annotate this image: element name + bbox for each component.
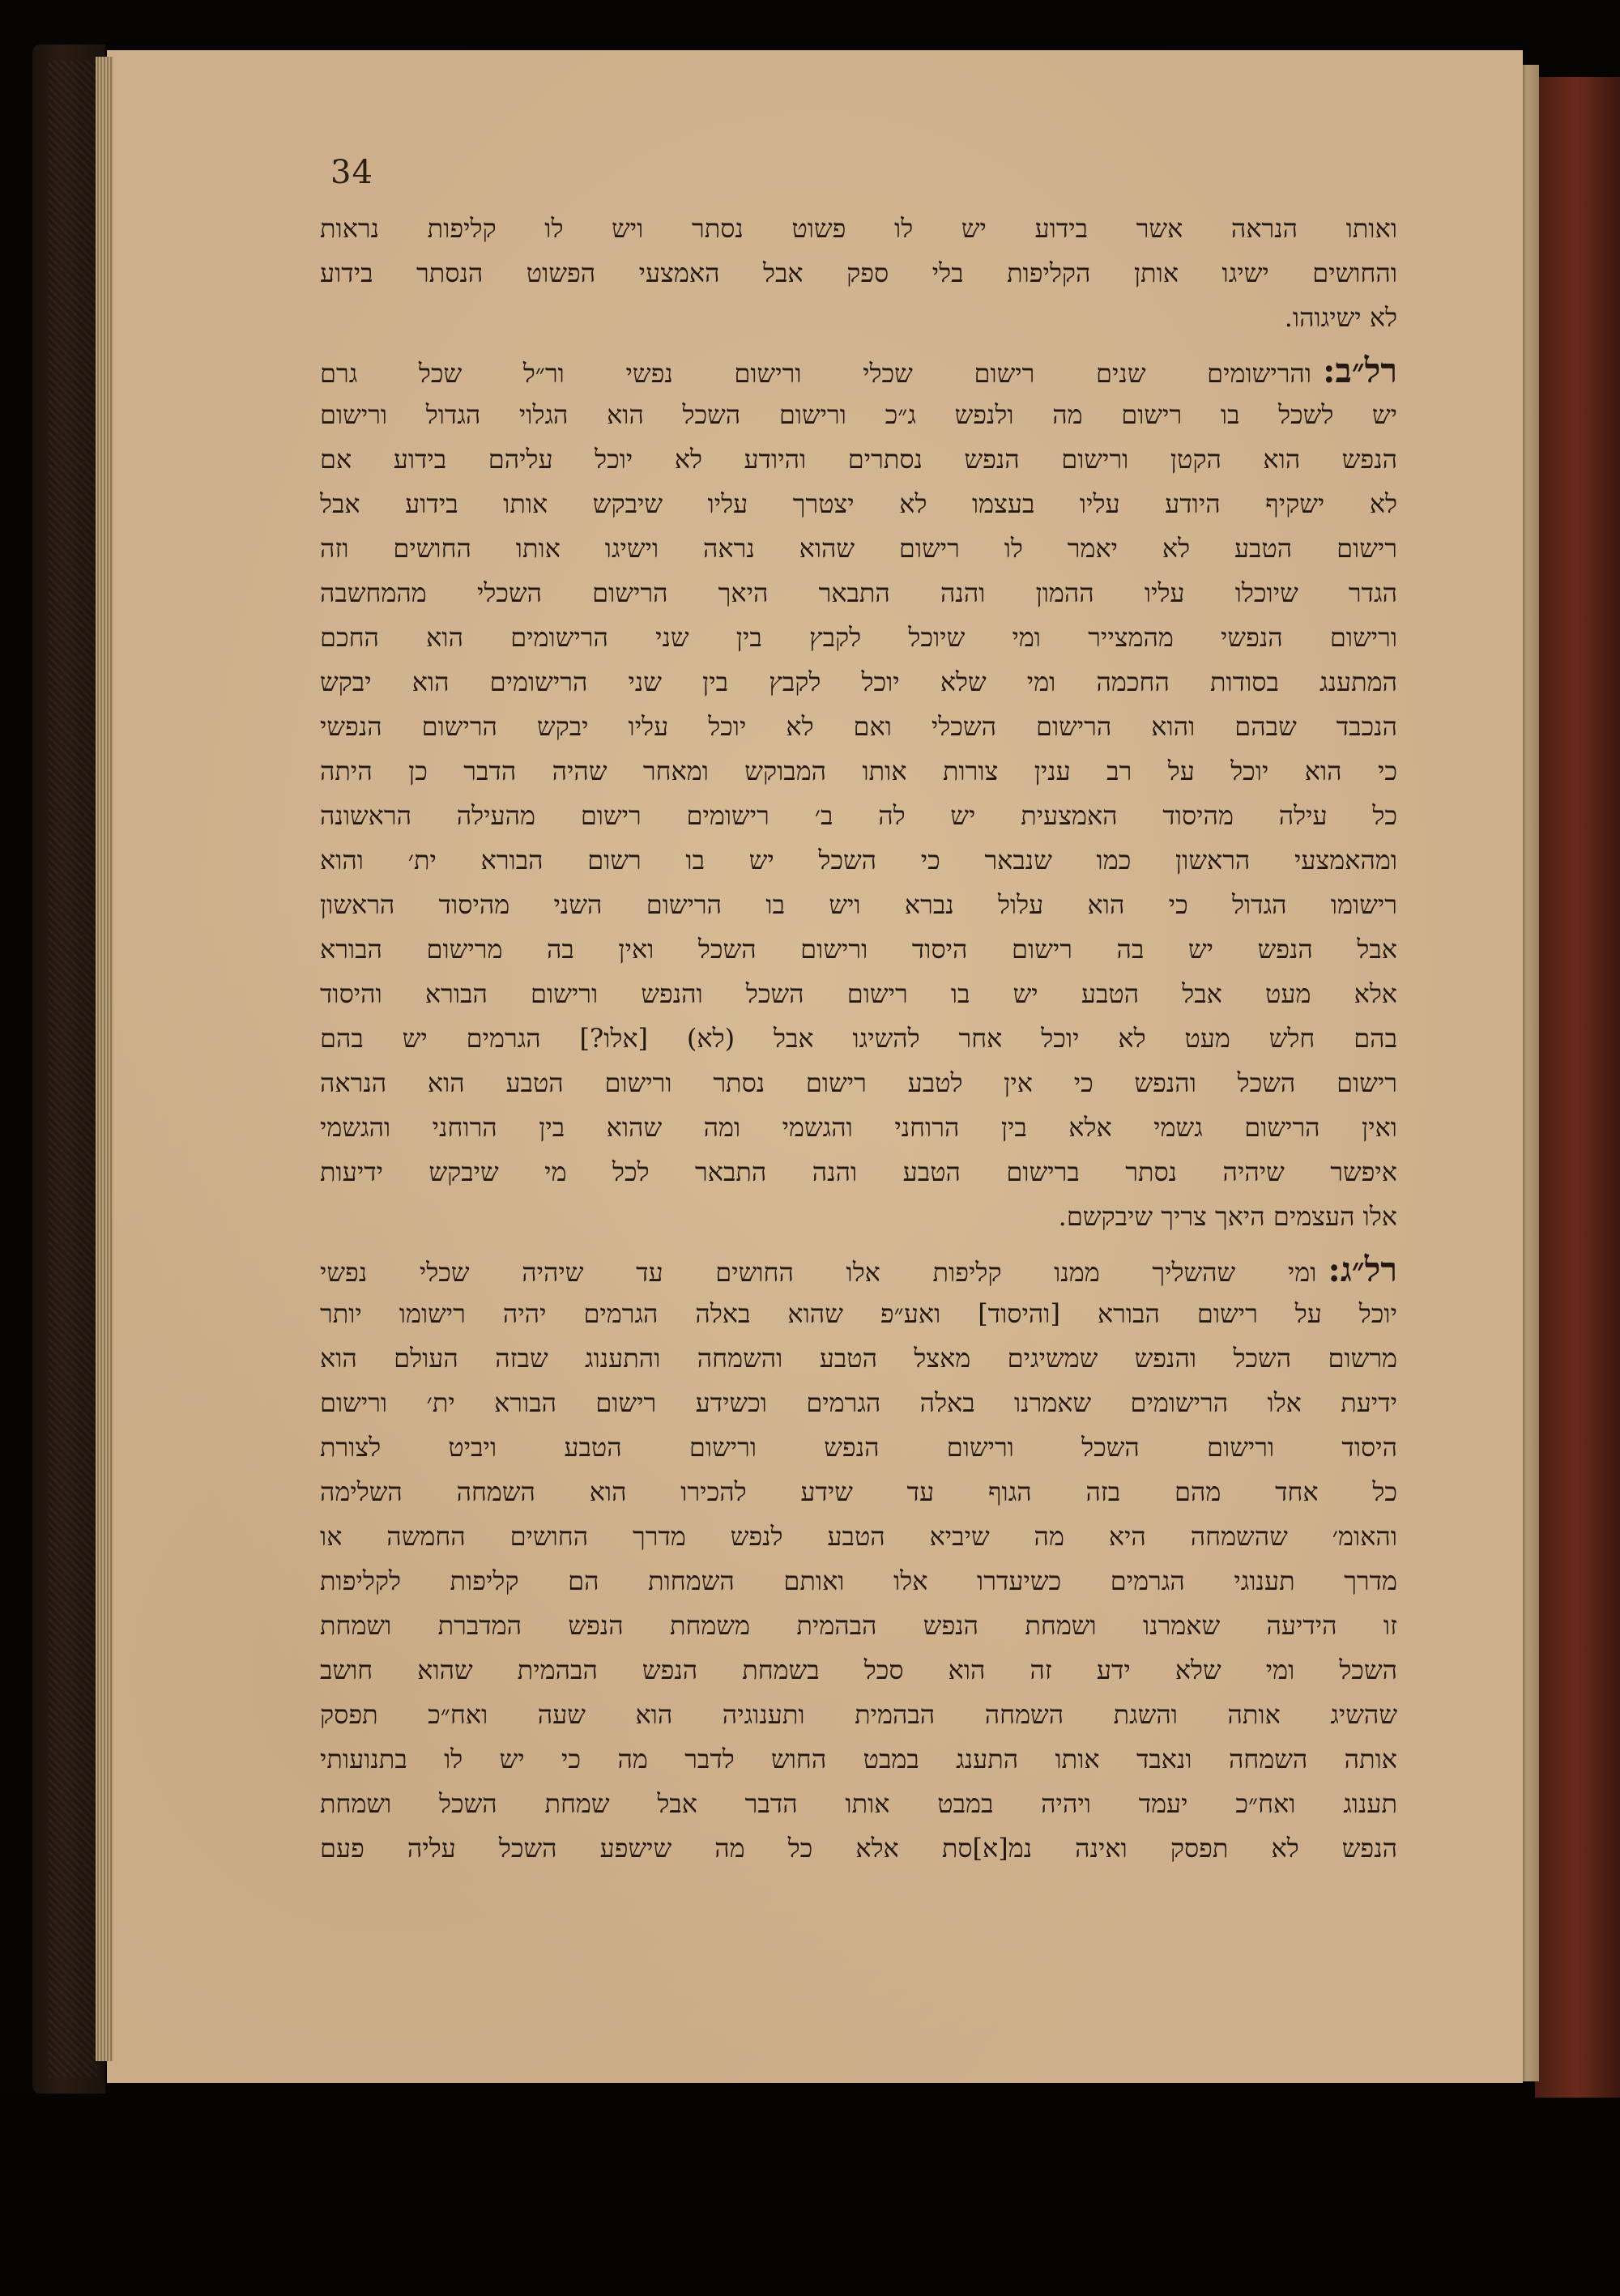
text-line: השכל ומי שלא ידע זה הוא סכל בשמחת הנפש הבהמית שהוא חושב <box>320 1655 1397 1685</box>
text-line: ואותו הנראה אשר בידוע יש לו פשוט נסתר ויש לו קליפות נראות <box>320 213 1397 244</box>
text-line: ומי שהשליך ממנו קליפות אלו החושים עד שיהיה שכלי נפשי <box>320 1257 1317 1288</box>
page-edge-right <box>1521 65 1539 2081</box>
text-line: ידיעת אלו הרישומים שאמרנו באלה הגרמים וכשידע רישום הבורא ית׳ ורישום <box>320 1387 1397 1418</box>
text-line: רישום הטבע לא יאמר לו רישום שהוא נראה וישיגו אותו החושים וזה <box>320 533 1397 564</box>
text-line: הנפש לא תפסק ואינה נמ[א]סת אלא כל מה שישפע השכל עליה פעם <box>320 1833 1397 1864</box>
text-line-with-section-mark <box>320 348 1397 393</box>
text-line: הנפש הוא הקטן ורישום הנפש נסתרים והיודע לא יוכל עליהם בידוע אם <box>320 444 1397 475</box>
text-line: בהם חלש מעט לא יוכל אחר להשיגו אבל (לא) [אלו?] הגרמים יש בהם <box>320 1023 1397 1054</box>
section-mark: רל״ב: <box>1323 351 1397 390</box>
text-line: אלא מעט אבל הטבע יש בו רישום השכל והנפש ורישום הבורא והיסוד <box>320 978 1397 1009</box>
text-line: תענוג ואח״כ יעמד ויהיה במבט אותו הדבר אבל שמחת השכל ושמחת <box>320 1788 1397 1819</box>
text-line: והרישומים שנים רישום שכלי ורישום נפשי ור״ל שכל גרם <box>320 358 1312 389</box>
text-line: המתענג בסודות החכמה ומי שלא יוכל לקבץ בין שני הרישומים הוא יבקש <box>320 667 1397 697</box>
text-line: ואין הרישום גשמי אלא בין הרוחני והגשמי ומה שהוא בין הרוחני והגשמי <box>320 1112 1397 1143</box>
body-text <box>320 207 1397 1871</box>
page-number: 34 <box>330 154 373 191</box>
text-line: מרשום השכל והנפש שמשיגים מאצל הטבע והשמחה והתענוג שבזה העולם הוא <box>320 1343 1397 1374</box>
book-cover-left <box>32 45 105 2094</box>
text-line: והאומ׳ שהשמחה היא מה שיביא הטבע לנפש מדרך החושים החמשה או <box>320 1521 1397 1552</box>
section-mark: רל״ג: <box>1328 1250 1397 1289</box>
text-line: שהשיג אותה והשגת השמחה הבהמית ותענוגיה הוא שעה ואח״כ תפסק <box>320 1699 1397 1730</box>
text-line: רישומו הגדול כי הוא עלול נברא ויש בו הרישום השני מהיסוד הראשון <box>320 889 1397 920</box>
text-line: הנכבד שבהם והוא הרישום השכלי ואם לא יוכל עליו יבקש הרישום הנפשי <box>320 711 1397 742</box>
text-line: כי הוא יוכל על רב ענין צורות אותו המבוקש ומאחר שהיה הדבר כן היתה <box>320 756 1397 786</box>
text-line: לא ישיגוהו. <box>1284 302 1397 333</box>
text-line: איפשר שיהיה נסתר ברישום הטבע והנה התבאר לכל מי שיבקש ידיעות <box>320 1157 1397 1187</box>
text-line: מדרך תענוגי הגרמים כשיעדרו אלו ואותם השמחות הם קליפות לקליפות <box>320 1565 1397 1596</box>
text-line: כל עילה מהיסוד האמצעית יש לה ב׳ רישומים רישום מהעילה הראשונה <box>320 800 1397 831</box>
text-line-with-section-mark <box>320 1247 1397 1292</box>
text-line: זו הידיעה שאמרנו ושמחת הנפש הבהמית משמחת הנפש המדברת ושמחת <box>320 1610 1397 1641</box>
text-line: ומהאמצעי הראשון כמו שנבאר כי השכל יש בו רשום הבורא ית׳ והוא <box>320 845 1397 875</box>
text-line: אלו העצמים היאך צריך שיבקשם. <box>1058 1201 1397 1232</box>
text-line: יש לשכל בו רישום מה ולנפש ג״כ ורישום השכל הוא הגלוי הגדול ורישום <box>320 399 1397 430</box>
scan-bottom-shadow <box>0 2098 1620 2296</box>
text-line: כל אחד מהם בזה הגוף עד שידע להכירו הוא השמחה השלימה <box>320 1476 1397 1507</box>
text-line: אבל הנפש יש בה רישום היסוד ורישום השכל ואין בה מרישום הבורא <box>320 934 1397 965</box>
text-line: לא ישקיף היודע עליו בעצמו לא יצטרך עליו שיבקש אותו בידוע אבל <box>320 488 1397 519</box>
text-line: ורישום הנפשי מהמצייר ומי שיוכל לקבץ בין שני הרישומים הוא החכם <box>320 622 1397 653</box>
text-line: הגדר שיוכלו עליו ההמון והנה התבאר היאך הרישום השכלי מהמחשבה <box>320 577 1397 608</box>
page-edges-left <box>96 57 113 2061</box>
text-line: רישום השכל והנפש כי אין לטבע רישום נסתר ורישום הטבע הוא הנראה <box>320 1067 1397 1098</box>
text-line: יוכל על רישום הבורא [והיסוד] ואע״פ שהוא באלה הגרמים יהיה רישומו יותר <box>320 1298 1397 1329</box>
book-cover-right <box>1535 77 1620 2098</box>
text-line: אותה השמחה ונאבד אותו התענג במבט החוש לדבר מה כי יש לו בתנועותי <box>320 1744 1397 1774</box>
text-line: היסוד ורישום השכל ורישום הנפש ורישום הטבע ויביט לצורת <box>320 1432 1397 1463</box>
text-line: והחושים ישיגו אותן הקליפות בלי ספק אבל האמצעי הפשוט הנסתר בידוע <box>320 258 1397 288</box>
